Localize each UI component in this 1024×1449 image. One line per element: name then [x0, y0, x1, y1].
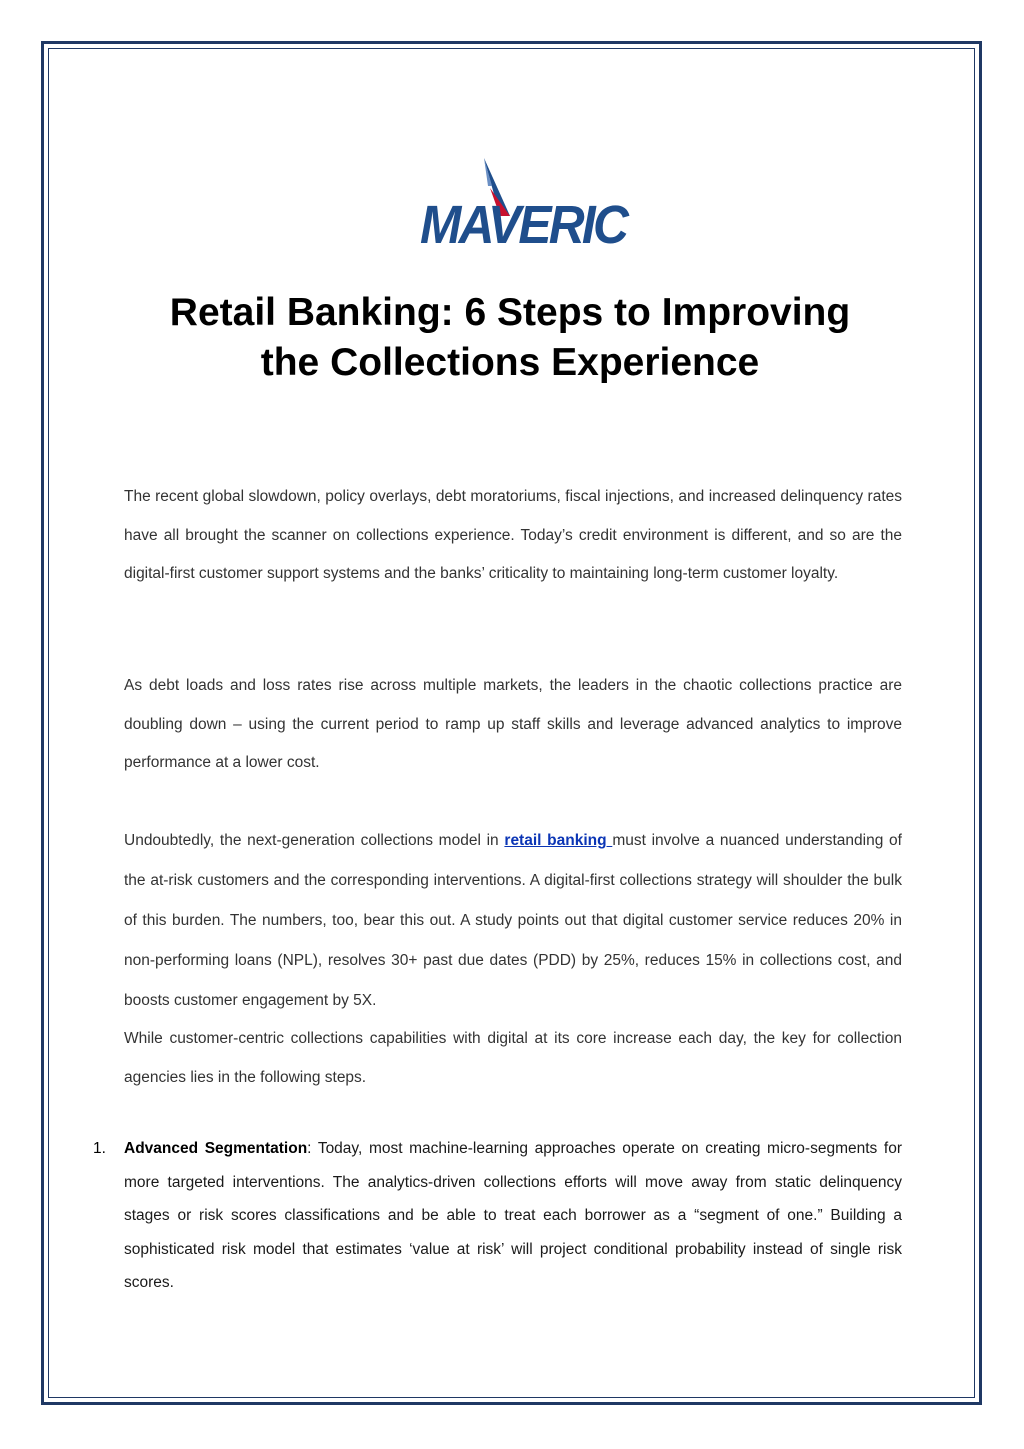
list-item-text: Today, most machine-learning approaches operate on creating micro-segments for more targeted interventions. The analytics-driven collections efforts will move away from static delinquency stages or risk scores classifications and be able to treat each borrower as a “segment of one.” Building a sophisticated risk model that estimates ‘value at risk’ will project conditional probability instead of single risk scores.: [124, 1140, 902, 1291]
paragraph-debt-loads: As debt loads and loss rates rise across multiple markets, the leaders in the chaotic collections practice are doubling down – using the current period to ramp up staff skills and leverage advanced analytics to improve performance at a lower cost.: [124, 677, 902, 771]
title-line-2: the Collections Experience: [260, 341, 760, 384]
maveric-logo: [420, 158, 627, 258]
list-item-heading: Advanced Segmentation: [124, 1140, 308, 1157]
title-line-1: Retail Banking: 6 Steps to Improving: [169, 291, 851, 334]
paragraph-key-steps: While customer-centric collections capabilities with digital at its core increase each day, the key for collection agencies lies in the following steps.: [124, 1030, 902, 1086]
paragraph-text-start: Undoubtedly, the next-generation collections model in: [124, 832, 505, 849]
retail-banking-link[interactable]: retail banking: [504, 832, 613, 849]
paragraph-intro: The recent global slowdown, policy overlays, debt moratoriums, fiscal injections, and increased delinquency rates have all brought the scanner on collections experience. Today’s credit environment is different, and so are the digital-first customer support systems and the banks’ criticality to maintaining long-term customer loyalty.: [124, 488, 902, 582]
list-item-separator: :: [307, 1140, 312, 1157]
list-number: 1.: [93, 1140, 106, 1157]
paragraph-next-generation: [124, 821, 902, 1021]
paragraph-text-end: must involve a nuanced understanding of the at-risk customers and the corresponding interventions. A digital-first collections strategy will shoulder the bulk of this burden. The numbers, too, bear this out. A study points out that digital customer service reduces 20% in non-performing loans (NPL), resolves 30+ past due dates (PDD) by 25%, reduces 15% in collections cost, and boosts customer engagement by 5X.: [124, 832, 902, 1009]
page-title: [100, 288, 920, 388]
list-item-body: [124, 1132, 902, 1300]
logo-wordmark: MAVERIC: [420, 195, 627, 255]
